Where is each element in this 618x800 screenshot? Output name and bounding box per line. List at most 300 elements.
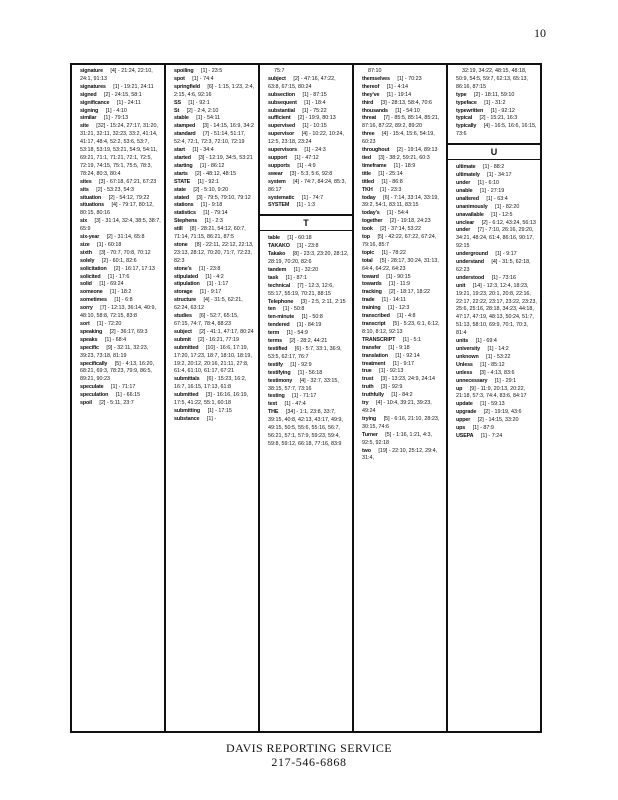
occurrence-count: [3] bbox=[479, 369, 486, 376]
index-term: total bbox=[362, 257, 373, 264]
index-term: unclear bbox=[456, 219, 475, 226]
occurrence-count: [1] bbox=[207, 281, 214, 288]
index-entry bbox=[362, 289, 443, 297]
occurrence-count: [3] bbox=[378, 154, 385, 161]
occurrence-count: [1] bbox=[395, 107, 402, 114]
index-term: sometimes bbox=[80, 297, 107, 304]
occurrence-count: [6] bbox=[199, 313, 206, 320]
index-entry bbox=[456, 196, 537, 204]
index-term: tendered bbox=[268, 322, 290, 329]
occurrence-count: [5] bbox=[392, 321, 399, 327]
page-line-refs: - 48:12, 48:15 bbox=[202, 170, 237, 177]
occurrence-count: [7] bbox=[203, 131, 210, 138]
page-line-refs: - 4:13, 16:20, 68:21, 69:3, 78:23, 79:9, 86:5, 89:21, 90:23 bbox=[80, 360, 155, 383]
occurrence-count: [9] bbox=[469, 385, 476, 392]
occurrence-count: [2] bbox=[396, 147, 403, 154]
index-term: understand bbox=[456, 259, 484, 266]
occurrence-count: [1] bbox=[484, 99, 491, 106]
index-term: top bbox=[362, 234, 370, 241]
occurrence-count: [1] bbox=[116, 99, 123, 106]
page-line-refs: - 54:9 bbox=[294, 330, 308, 337]
index-term: typeface bbox=[456, 99, 477, 106]
page-line-refs: - 4:13, 83:6 bbox=[487, 369, 515, 376]
index-column bbox=[448, 65, 540, 731]
index-term: testify bbox=[268, 361, 283, 368]
page-line-refs: - 32:7, 33:15, 38:15, 57:7, 73:16 bbox=[268, 377, 339, 392]
index-term: title bbox=[362, 170, 371, 177]
occurrence-count: [4] bbox=[483, 123, 490, 130]
index-entry bbox=[80, 329, 161, 337]
index-term: underground bbox=[456, 251, 488, 258]
index-term: towards bbox=[362, 281, 382, 288]
occurrence-count: [32] bbox=[96, 123, 106, 130]
page-line-refs: - 1:17 bbox=[214, 281, 229, 288]
page-line-refs: - 16:17, 17:13 bbox=[121, 265, 155, 272]
index-entry bbox=[268, 275, 349, 283]
index-term: unable bbox=[456, 187, 473, 194]
index-entry bbox=[456, 212, 537, 220]
index-term: ten-minute bbox=[268, 314, 295, 321]
page-line-refs: - 86:8 bbox=[388, 178, 403, 185]
page-line-refs: - 69:24 bbox=[106, 281, 124, 288]
occurrence-count: [1] bbox=[381, 297, 388, 304]
index-entry bbox=[174, 84, 255, 100]
index-entry bbox=[456, 172, 537, 180]
page-line-refs: - 6:8 bbox=[121, 297, 133, 304]
index-entry bbox=[362, 353, 443, 361]
page-line-refs: - 16:6, 17:19, 17:20, 17:23, 18:7, 18:10, 18:19, 19:2, 20:12, 20:16, 21:11, 27:8, 61:4, 61:10, 61:17, 67:21 bbox=[174, 344, 252, 375]
page-line-refs: - 92:9 bbox=[297, 361, 312, 368]
page-line-refs: - 54:11 bbox=[203, 115, 221, 122]
index-entry bbox=[80, 321, 161, 329]
occurrence-count: [3] bbox=[196, 194, 203, 201]
occurrence-count: [8] bbox=[190, 226, 197, 233]
occurrence-count: [1] bbox=[393, 162, 400, 169]
occurrence-count: [1] bbox=[283, 306, 290, 313]
occurrence-count: [1] bbox=[388, 305, 395, 312]
occurrence-count: [1] bbox=[297, 243, 304, 250]
page-line-refs: - 60:18 bbox=[294, 235, 312, 242]
page-line-refs: - 71:17 bbox=[118, 384, 136, 391]
index-entry bbox=[268, 202, 349, 210]
page-line-refs: - 12:19, 34:5, 53:21 bbox=[205, 154, 253, 161]
index-entry bbox=[268, 409, 349, 449]
page-line-refs: - 53:22 bbox=[493, 353, 511, 360]
page-line-refs: - 92:12 bbox=[498, 107, 515, 114]
occurrence-count: [1] bbox=[197, 178, 204, 185]
index-term: structure bbox=[174, 297, 197, 304]
occurrence-count: [1] bbox=[302, 91, 309, 98]
occurrence-count: [2] bbox=[389, 289, 396, 296]
index-term: statistics bbox=[174, 210, 196, 217]
index-entry bbox=[456, 259, 537, 275]
page-line-refs: - 34:4 bbox=[199, 147, 214, 154]
index-column bbox=[72, 65, 166, 731]
index-entry bbox=[456, 100, 537, 108]
index-entry bbox=[174, 329, 255, 337]
index-term: timeframe bbox=[362, 162, 387, 169]
page-line-refs: - 14:15, 16:9, 34:2 bbox=[210, 123, 254, 130]
index-term: thereof bbox=[362, 83, 380, 90]
index-term: sixth bbox=[80, 249, 92, 256]
page-line-refs: - 31:5, 62:21, 62:24, 63:12 bbox=[174, 297, 243, 312]
index-term: stations bbox=[174, 202, 194, 209]
index-term: trust bbox=[362, 376, 374, 383]
index-entry bbox=[268, 100, 349, 108]
occurrence-count: [4] bbox=[111, 202, 118, 209]
index-entry bbox=[362, 337, 443, 345]
index-entry bbox=[268, 179, 349, 195]
index-term: spoil bbox=[80, 400, 92, 407]
page-line-refs: - 79:13 bbox=[111, 115, 129, 122]
occurrence-count: [1] bbox=[487, 346, 494, 352]
index-term: upper bbox=[456, 417, 471, 424]
occurrence-count: [1] bbox=[380, 186, 387, 193]
page-line-refs: - 85:12 bbox=[487, 361, 505, 368]
page-line-refs: - 31:5, 62:18, 62:23 bbox=[456, 259, 531, 273]
index-term: terms bbox=[268, 338, 282, 345]
index-term: testing bbox=[268, 393, 285, 400]
occurrence-count: [1] bbox=[199, 265, 206, 272]
index-term: sites bbox=[80, 178, 92, 185]
index-entry bbox=[268, 362, 349, 370]
page-line-refs: - 74:7 bbox=[309, 194, 324, 201]
index-entry bbox=[174, 218, 255, 226]
page-line-refs: - 12:5 bbox=[498, 211, 513, 218]
occurrence-count: [1] bbox=[297, 322, 304, 329]
index-entry bbox=[174, 76, 255, 84]
index-term: state bbox=[174, 186, 186, 193]
page-number: 10 bbox=[534, 26, 546, 40]
index-term: sits bbox=[80, 186, 89, 193]
occurrence-count: [1] bbox=[391, 392, 398, 399]
index-term: speaking bbox=[80, 328, 103, 335]
occurrence-count: [1] bbox=[99, 281, 106, 288]
page-line-refs: - 23:8 bbox=[206, 265, 221, 272]
page-line-refs: - 5:23, 6:1, 6:12, 8:10, 8:12, 92:13 bbox=[362, 321, 440, 335]
index-entry bbox=[174, 195, 255, 203]
page-line-refs: - 27:19 bbox=[487, 187, 505, 194]
page-line-refs: - 70:23 bbox=[404, 75, 422, 82]
page-line-refs: - 92:1 bbox=[195, 99, 210, 106]
occurrence-count: [2] bbox=[108, 194, 115, 201]
occurrence-count: [1] bbox=[480, 432, 487, 439]
index-entry bbox=[362, 297, 443, 305]
index-term: six bbox=[80, 218, 88, 225]
page-line-refs: - 82:20 bbox=[502, 203, 520, 210]
occurrence-count: [2] bbox=[473, 91, 480, 98]
index-entry bbox=[174, 68, 255, 76]
occurrence-count: [5] bbox=[114, 360, 121, 367]
index-entry bbox=[268, 401, 349, 409]
occurrence-count: [1] bbox=[297, 369, 304, 376]
occurrence-count: [1] bbox=[199, 289, 206, 296]
index-term: support bbox=[268, 154, 288, 161]
occurrence-count: [3] bbox=[380, 376, 387, 383]
index-term: stable bbox=[174, 115, 189, 122]
index-term: specifically bbox=[80, 360, 108, 367]
index-entry bbox=[362, 432, 443, 448]
page-line-refs: - 47:16, 47:22, 63:8, 67:15, 80:24 bbox=[268, 75, 336, 90]
index-term: situations bbox=[80, 202, 104, 209]
index-entry bbox=[456, 251, 537, 259]
occurrence-count: [1] bbox=[381, 249, 388, 256]
occurrence-count: [2] bbox=[193, 186, 200, 193]
occurrence-count: [1] bbox=[397, 313, 404, 320]
index-entry bbox=[362, 361, 443, 369]
index-term: understood bbox=[456, 274, 485, 281]
occurrence-count: [9] bbox=[106, 344, 113, 351]
occurrence-count: [1] bbox=[196, 115, 203, 122]
index-term: testified bbox=[268, 346, 288, 352]
index-term: throughout bbox=[362, 147, 390, 154]
index-term: speculation bbox=[80, 392, 109, 399]
index-term: substantial bbox=[268, 107, 295, 114]
index-term: unnecessary bbox=[456, 377, 488, 384]
page-line-refs: - bbox=[214, 415, 217, 422]
index-term: submitted bbox=[174, 392, 199, 399]
index-column bbox=[166, 65, 260, 731]
index-entry bbox=[268, 370, 349, 378]
occurrence-count: [1] bbox=[381, 178, 388, 185]
index-term: today's bbox=[362, 210, 380, 217]
index-entry bbox=[268, 235, 349, 243]
index-term: sorry bbox=[80, 305, 93, 312]
page-line-refs: - 9:17 bbox=[400, 360, 415, 367]
index-entry bbox=[362, 376, 443, 384]
page-line-refs: - 38:2, 59:21, 60:3 bbox=[385, 154, 430, 161]
index-term: tandem bbox=[268, 266, 287, 273]
page-line-refs: - 78:22 bbox=[389, 249, 406, 256]
index-entry bbox=[174, 337, 255, 345]
index-entry bbox=[80, 179, 161, 187]
index-entry bbox=[456, 188, 537, 196]
occurrence-count: [1] bbox=[111, 384, 118, 391]
index-entry bbox=[456, 386, 537, 402]
occurrence-count: [3] bbox=[99, 178, 106, 185]
occurrence-count: [4] bbox=[381, 131, 388, 138]
page-line-refs: 75:7 bbox=[274, 68, 285, 74]
index-entry bbox=[268, 76, 349, 92]
index-column bbox=[260, 65, 354, 731]
letter-heading: U bbox=[448, 143, 540, 160]
index-entry bbox=[456, 123, 537, 139]
occurrence-count: [1] bbox=[200, 68, 207, 74]
index-entry bbox=[268, 195, 349, 203]
occurrence-count: [7] bbox=[383, 115, 390, 122]
page-line-refs: - 85:5, 85:14, 85:21, 87:16, 87:22, 89:2, 89:20 bbox=[362, 115, 440, 130]
page-line-refs: - 4:10 bbox=[113, 107, 127, 114]
page-line-refs: - 12:13, 36:14, 40:9, 48:10, 58:8, 72:15, 83:8 bbox=[80, 305, 157, 320]
page-line-refs: - 28:2, 44:21 bbox=[296, 338, 328, 345]
index-term: speaks bbox=[80, 336, 98, 343]
index-term: typical bbox=[456, 115, 473, 122]
index-term: TRANSCRIPT bbox=[362, 336, 396, 343]
index-term: threat bbox=[362, 115, 377, 122]
index-term: update bbox=[456, 401, 473, 408]
page-line-refs: - 14:2 bbox=[494, 346, 509, 352]
page-line-refs: - 15:4, 15:6, 54:19, 60:23 bbox=[362, 131, 435, 146]
page-line-refs: - 24:11 bbox=[124, 99, 141, 106]
index-term: truth bbox=[362, 384, 374, 391]
page-line-refs: - 47:12 bbox=[302, 154, 319, 161]
index-term: solicited bbox=[80, 273, 101, 280]
page-line-refs: - 1:16, 1:21, 4:3, 92:5, 92:18 bbox=[362, 431, 433, 446]
page-line-refs: - 32:20 bbox=[301, 266, 319, 273]
index-term: Unless bbox=[456, 361, 473, 368]
occurrence-count: [3] bbox=[94, 218, 101, 225]
page-line-refs: - 22:10, 25:12, 29:4, 31:4, bbox=[362, 447, 438, 462]
page-line-refs: - 28:13, 58:4, 70:6 bbox=[388, 99, 432, 106]
occurrence-count: [1] bbox=[286, 330, 293, 337]
occurrence-count: [8] bbox=[292, 251, 299, 258]
index-term: toward bbox=[362, 273, 379, 280]
occurrence-count: [2] bbox=[199, 328, 206, 335]
occurrence-count: [1] bbox=[388, 344, 395, 351]
index-entry bbox=[174, 313, 255, 329]
index-term: USEPA bbox=[456, 432, 474, 439]
page-line-refs: - 14:11 bbox=[389, 297, 406, 304]
index-term: titled bbox=[362, 178, 374, 185]
page-line-refs: - 18:17, 18:22 bbox=[396, 289, 431, 296]
index-entry bbox=[456, 338, 537, 346]
index-entry bbox=[80, 100, 161, 108]
index-term: topic bbox=[362, 249, 375, 256]
occurrence-count: [3] bbox=[381, 384, 388, 391]
occurrence-count: [1] bbox=[477, 179, 484, 186]
page-line-refs: - 11:9 bbox=[396, 281, 411, 288]
index-entry bbox=[456, 417, 537, 425]
page-line-refs: - 19:19, 43:6 bbox=[491, 409, 522, 416]
page-line-refs: - 5:7, 33:1, 36:9, 53:5, 62:17, 76:7 bbox=[268, 346, 342, 360]
page-line-refs: - 25:14 bbox=[385, 170, 403, 177]
index-entry bbox=[456, 362, 537, 370]
index-entry bbox=[174, 281, 255, 289]
index-entry bbox=[80, 242, 161, 250]
index-term: solid bbox=[80, 281, 92, 288]
index-term: systematic bbox=[268, 194, 295, 201]
index-entry bbox=[174, 242, 255, 266]
occurrence-count: [2] bbox=[293, 75, 300, 82]
footer-phone: 217-546-6868 bbox=[271, 755, 347, 769]
occurrence-count: [1] bbox=[494, 377, 501, 384]
index-entry bbox=[456, 378, 537, 386]
page-line-refs: - 5:11, 23:7 bbox=[106, 400, 134, 407]
index-entry bbox=[80, 305, 161, 321]
index-term: subsection bbox=[268, 91, 295, 98]
index-entry bbox=[362, 313, 443, 321]
index-entry bbox=[456, 409, 537, 417]
index-entry bbox=[456, 283, 537, 338]
index-term: ultimately bbox=[456, 172, 480, 179]
index-entry bbox=[174, 345, 255, 377]
index-entry bbox=[268, 393, 349, 401]
occurrence-count: [6] bbox=[207, 83, 214, 90]
page-line-refs: - 11:9, 20:13, 20:22, 21:18, 57:3, 74:4, 83:6, 84:17 bbox=[456, 385, 527, 400]
index-term: thousands bbox=[362, 107, 388, 114]
page-line-refs: - 18:4 bbox=[311, 99, 326, 106]
index-entry bbox=[362, 171, 443, 179]
index-entry bbox=[80, 297, 161, 305]
occurrence-count: [1] bbox=[105, 107, 112, 114]
page-line-refs: - 7:24 bbox=[488, 432, 503, 439]
index-entry bbox=[362, 179, 443, 187]
page-line-refs: - 87:15 bbox=[309, 91, 327, 98]
occurrence-count: [1] bbox=[285, 274, 292, 281]
occurrence-count: [1] bbox=[386, 83, 393, 90]
occurrence-count: [6] bbox=[294, 346, 301, 352]
index-entry bbox=[362, 108, 443, 116]
index-term: situation bbox=[80, 194, 102, 201]
footer-company: DAVIS REPORTING SERVICE bbox=[226, 741, 392, 755]
occurrence-count: [1] bbox=[296, 202, 303, 209]
index-entry bbox=[456, 220, 537, 228]
page-line-refs: - 31:2 bbox=[491, 99, 506, 106]
index-term: specific bbox=[80, 344, 99, 351]
index-entry bbox=[362, 155, 443, 163]
occurrence-count: [1] bbox=[113, 83, 120, 90]
occurrence-count: [1] bbox=[108, 273, 115, 280]
index-term: still bbox=[174, 226, 183, 233]
page-line-refs: - 16:16, 16:19, 17:5, 41:22, 55:1, 60:18 bbox=[174, 392, 249, 407]
index-term: today bbox=[362, 194, 376, 201]
index-entry bbox=[362, 76, 443, 84]
index-entry bbox=[80, 266, 161, 274]
index-term: signing bbox=[80, 107, 99, 114]
page-line-refs: - 90:15 bbox=[393, 273, 411, 280]
occurrence-count: [1] bbox=[386, 273, 393, 280]
occurrence-count: [1] bbox=[188, 99, 195, 106]
page-line-refs: - 5:1 bbox=[410, 336, 422, 343]
page-line-refs: - 2:3 bbox=[212, 218, 223, 225]
occurrence-count: [1] bbox=[301, 194, 308, 201]
page-line-refs: - 6:12, 43:24, 56:13 bbox=[489, 219, 536, 226]
index-term: under bbox=[456, 227, 471, 234]
index-entry bbox=[362, 131, 443, 147]
page-line-refs: - 68:4 bbox=[112, 336, 127, 343]
index-entry bbox=[80, 400, 161, 408]
index-entry bbox=[80, 281, 161, 289]
occurrence-count: [5] bbox=[383, 415, 390, 422]
index-entry bbox=[456, 370, 537, 378]
index-term: springfield bbox=[174, 83, 200, 90]
index-term: storage bbox=[174, 289, 193, 296]
index-entry bbox=[174, 392, 255, 408]
index-term: THE bbox=[268, 409, 279, 416]
index-entry bbox=[80, 108, 161, 116]
occurrence-count: [2] bbox=[101, 257, 108, 264]
index-entry bbox=[362, 218, 443, 226]
index-entry bbox=[174, 147, 255, 155]
page-line-refs: - 84:2 bbox=[398, 392, 413, 399]
page-line-refs: - 69:4 bbox=[483, 338, 497, 345]
page-line-refs: - 31:14, 32:4, 38:5, 38:7, 65:9 bbox=[80, 218, 161, 233]
index-term: third bbox=[362, 99, 374, 106]
page-line-refs: - 92:1 bbox=[205, 178, 219, 185]
index-term: upgrade bbox=[456, 409, 477, 416]
index-entry bbox=[80, 92, 161, 100]
occurrence-count: [1] bbox=[293, 266, 300, 273]
index-entry bbox=[362, 68, 443, 76]
index-entry bbox=[456, 108, 537, 116]
index-term: stone bbox=[174, 241, 188, 248]
index-term: supports bbox=[268, 162, 290, 169]
index-entry bbox=[362, 147, 443, 155]
index-entry bbox=[268, 251, 349, 267]
index-entry bbox=[362, 100, 443, 108]
index-entry bbox=[268, 243, 349, 251]
page-line-refs: - 32:11, 32:23, 39:23, 73:18, 81:19 bbox=[80, 344, 149, 359]
